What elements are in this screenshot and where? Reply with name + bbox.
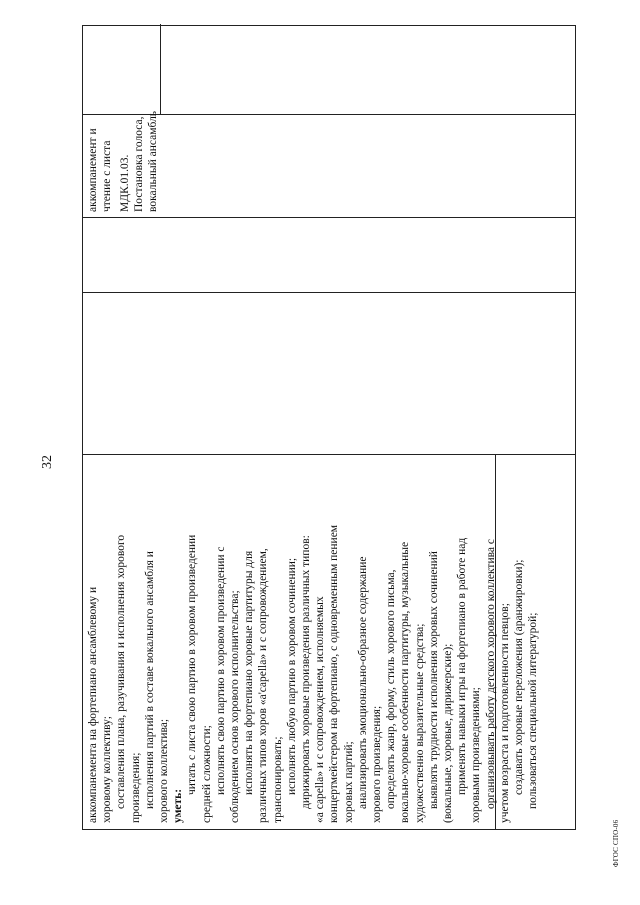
- text-line: применять навыки игры на фортепиано в работе над: [456, 537, 469, 795]
- section-heading: уметь:: [172, 788, 185, 823]
- text-line: аккомпанемент и: [87, 128, 99, 212]
- text-line: создавать хоровые переложения (аранжировки);: [513, 559, 526, 795]
- row-divider: [160, 24, 161, 115]
- text-line: средней сложности;: [200, 725, 213, 823]
- text-line: организовывать работу детского хорового коллектива с: [484, 539, 497, 809]
- text-line: учетом возраста и подготовленности певцов;: [498, 603, 511, 823]
- course-code: МДК.01.03.: [119, 154, 131, 212]
- text-line: исполнять на фортепиано хоровые партитуры для: [243, 550, 256, 795]
- text-line: составления плана, разучивания и исполнения хорового: [115, 534, 128, 809]
- text-line: художественно выразительные средства;: [413, 623, 426, 823]
- text-line: произведения;: [129, 752, 142, 823]
- text-line: транспонировать;: [271, 736, 284, 823]
- text-line: различных типов хоров «a'capella» и с сопровождением,: [257, 548, 270, 823]
- text-line: вокально-хоровые особенности партитуры, музыкальные: [399, 541, 412, 823]
- course-cell: [86, 111, 160, 212]
- text-line: соблюдением основ хорового исполнительства;: [229, 590, 242, 823]
- text-line: «a capella» и с сопровождением, исполняемых: [314, 596, 327, 823]
- text-line: исполнять любую партию в хоровом сочинении;: [285, 557, 298, 795]
- text-line: хоровыми произведениями;: [470, 687, 483, 823]
- text-line: определять жанр, форму, стиль хорового письма,: [385, 569, 398, 809]
- text-line: дирижировать хоровые произведения различных типов:: [300, 535, 313, 809]
- competencies-cell: [86, 525, 541, 823]
- curriculum-table: [82, 25, 576, 830]
- text-line: вокальный ансамбль: [147, 110, 159, 212]
- text-line: пользоваться специальной литературой;: [527, 612, 540, 809]
- text-line: аккомпанемента на фортепиано ансамблевому и: [87, 586, 99, 823]
- text-line: анализировать эмоционально-образное содержание: [356, 556, 369, 809]
- text-line: чтение с листа: [101, 140, 113, 212]
- text-line: читать с листа свою партию в хоровом произведении: [186, 534, 199, 795]
- text-line: хорового коллектива;: [158, 718, 171, 823]
- text-line: хоровых партий;: [342, 741, 355, 823]
- column-divider: [83, 454, 575, 455]
- column-divider: [83, 292, 575, 293]
- text-line: Постановка голоса,: [133, 116, 145, 212]
- text-line: хорового произведения;: [371, 705, 384, 823]
- text-line: хоровому коллективу;: [101, 716, 114, 823]
- text-line: выявлять трудности исполнения хоровых сочинений: [427, 551, 440, 809]
- text-line: (вокальные, хоровые, дирижерские);: [442, 643, 455, 823]
- text-line: исполнять свою партию в хоровом произведении с: [214, 546, 227, 795]
- text-line: концертмейстером на фортепиано, с одновременным пением: [328, 524, 341, 823]
- text-line: исполнения партий в составе вокального ансамбля и: [143, 551, 156, 809]
- column-divider: [83, 217, 575, 218]
- footer-code: ФГОС СПО-06: [612, 819, 620, 867]
- page-number: 32: [40, 455, 55, 469]
